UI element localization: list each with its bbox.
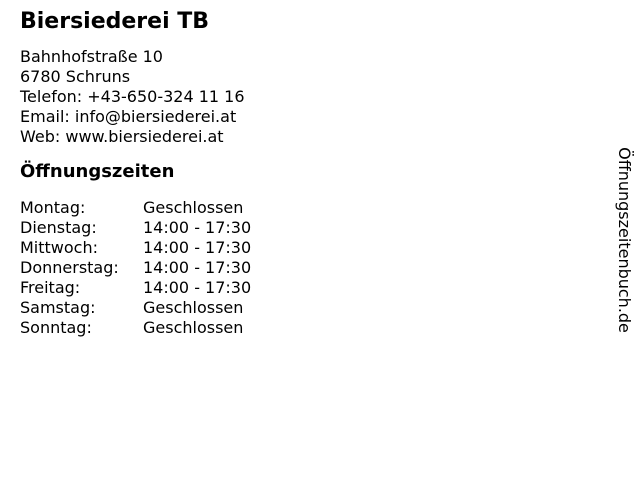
web-line: [20, 127, 251, 147]
time-value: Geschlossen: [143, 298, 244, 317]
phone-value: +43-650-324 11 16: [87, 87, 245, 106]
address-street: Bahnhofstraße 10: [20, 47, 163, 66]
table-row: [20, 298, 251, 318]
day-label: Freitag:: [20, 278, 81, 297]
phone-line: [20, 87, 251, 107]
day-label: Donnerstag:: [20, 258, 119, 277]
opening-hours-heading: Öffnungszeiten: [20, 161, 175, 182]
business-listing: [20, 9, 251, 338]
day-label: Samstag:: [20, 298, 96, 317]
day-label: Montag:: [20, 198, 86, 217]
email-label: Email:: [20, 107, 70, 126]
address-city: 6780 Schruns: [20, 67, 131, 86]
time-value: 14:00 - 17:30: [143, 278, 252, 297]
table-row: [20, 258, 251, 278]
table-row: [20, 278, 251, 298]
web-value: www.biersiederei.at: [65, 127, 224, 146]
business-name: Biersiederei TB: [20, 9, 210, 34]
email-line: [20, 107, 251, 127]
time-value: Geschlossen: [143, 318, 244, 337]
time-value: 14:00 - 17:30: [143, 238, 252, 257]
time-value: Geschlossen: [143, 198, 244, 217]
time-value: 14:00 - 17:30: [143, 218, 252, 237]
contact-info: [20, 47, 251, 147]
site-watermark: Öffnungszeitenbuch.de: [615, 147, 634, 333]
table-row: [20, 238, 251, 258]
day-label: Dienstag:: [20, 218, 97, 237]
day-label: Mittwoch:: [20, 238, 98, 257]
table-row: [20, 318, 251, 338]
table-row: [20, 198, 251, 218]
opening-hours-table: [20, 198, 251, 338]
web-label: Web:: [20, 127, 61, 146]
table-row: [20, 218, 251, 238]
day-label: Sonntag:: [20, 318, 92, 337]
email-value: info@biersiederei.at: [74, 107, 237, 126]
phone-label: Telefon:: [20, 87, 83, 106]
time-value: 14:00 - 17:30: [143, 258, 252, 277]
